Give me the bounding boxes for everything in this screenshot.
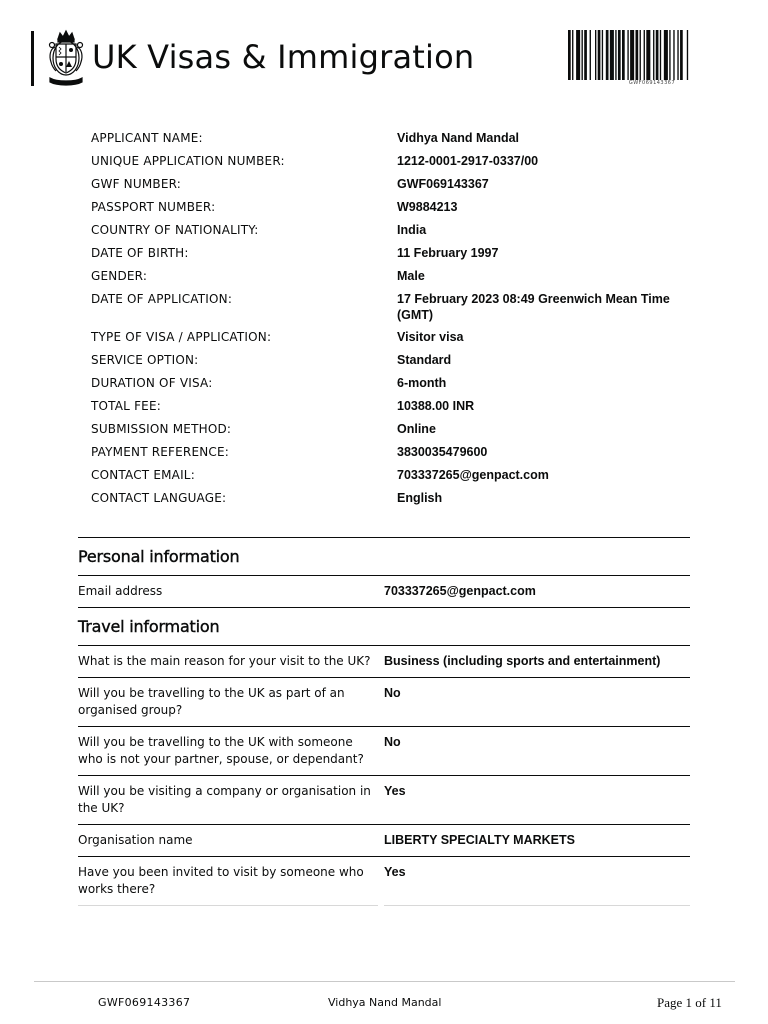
answer-value: Yes bbox=[384, 865, 406, 879]
question-label: What is the main reason for your visit to the UK? bbox=[78, 654, 371, 668]
summary-row bbox=[91, 199, 691, 216]
royal-coat-of-arms-icon bbox=[45, 29, 87, 87]
barcode-bar bbox=[636, 30, 639, 80]
footer-rule bbox=[34, 981, 735, 982]
summary-value: 703337265@genpact.com bbox=[397, 468, 549, 482]
summary-value: 17 February 2023 08:49 Greenwich Mean Time (GMT) bbox=[397, 292, 670, 322]
barcode-bar bbox=[687, 30, 688, 80]
summary-label: APPLICANT NAME: bbox=[91, 131, 203, 145]
summary-label: GWF NUMBER: bbox=[91, 177, 182, 191]
question-label: Will you be travelling to the UK as part of an organised group? bbox=[78, 686, 345, 717]
answer-value: Yes bbox=[384, 784, 406, 798]
barcode-bar bbox=[618, 30, 621, 80]
summary-row bbox=[91, 245, 691, 262]
summary-row bbox=[91, 467, 691, 484]
barcode-bar bbox=[584, 30, 587, 80]
summary-label: COUNTRY OF NATIONALITY: bbox=[91, 223, 259, 237]
summary-value: 6-month bbox=[397, 376, 447, 390]
barcode-bar bbox=[630, 30, 634, 80]
barcode-bar bbox=[595, 30, 596, 80]
barcode-bar bbox=[602, 30, 603, 80]
summary-value: Vidhya Nand Mandal bbox=[397, 131, 520, 145]
summary-value: Online bbox=[397, 422, 436, 436]
question-row bbox=[78, 678, 690, 727]
application-sections bbox=[78, 537, 690, 907]
barcode-bar bbox=[598, 30, 601, 80]
summary-row bbox=[91, 421, 691, 438]
summary-row bbox=[91, 268, 691, 285]
summary-label: SUBMISSION METHOD: bbox=[91, 422, 232, 436]
summary-value: India bbox=[397, 223, 427, 237]
section-heading-travel bbox=[78, 607, 690, 646]
barcode-bar bbox=[576, 30, 580, 80]
question-row bbox=[78, 825, 690, 857]
barcode-bar bbox=[627, 30, 628, 80]
question-row bbox=[78, 776, 690, 825]
barcode-bar bbox=[582, 30, 583, 80]
summary-label: DURATION OF VISA: bbox=[91, 376, 213, 390]
question-label: Have you been invited to visit by someone who works there? bbox=[78, 865, 364, 896]
summary-value: Male bbox=[397, 269, 425, 283]
footer-reference: GWF069143367 bbox=[98, 996, 191, 1009]
summary-label: PASSPORT NUMBER: bbox=[91, 200, 216, 214]
question-label: Will you be travelling to the UK with someone who is not your partner, spouse, or dependant? bbox=[78, 735, 364, 766]
summary-label: CONTACT LANGUAGE: bbox=[91, 491, 227, 505]
barcode-bar bbox=[610, 30, 614, 80]
summary-value: Visitor visa bbox=[397, 330, 464, 344]
question-row bbox=[78, 727, 690, 776]
barcode-bar bbox=[646, 30, 650, 80]
question-label: Email address bbox=[78, 584, 163, 598]
summary-value: English bbox=[397, 491, 443, 505]
document-header bbox=[0, 0, 768, 110]
answer-value: 703337265@genpact.com bbox=[384, 584, 536, 598]
question-row bbox=[78, 576, 690, 607]
summary-row bbox=[91, 490, 691, 507]
barcode-bar bbox=[664, 30, 668, 80]
barcode-bar bbox=[615, 30, 616, 80]
summary-value: W9884213 bbox=[397, 200, 458, 214]
answer-value: No bbox=[384, 735, 401, 749]
summary-row bbox=[91, 130, 691, 147]
barcode-bar bbox=[653, 30, 654, 80]
question-label: Organisation name bbox=[78, 833, 193, 847]
header-rule bbox=[31, 31, 34, 86]
barcode-bar bbox=[680, 30, 683, 80]
question-row bbox=[78, 646, 690, 678]
barcode-bar bbox=[572, 30, 573, 80]
section-title: Personal information bbox=[78, 547, 240, 566]
summary-label: UNIQUE APPLICATION NUMBER: bbox=[91, 154, 285, 168]
application-summary bbox=[91, 130, 691, 513]
answer-value: Business (including sports and entertainment) bbox=[384, 654, 661, 668]
question-label: Will you be visiting a company or organisation in the UK? bbox=[78, 784, 371, 815]
barcode-text: GWF069143367 bbox=[628, 80, 676, 86]
summary-row bbox=[91, 176, 691, 193]
personal-information-list bbox=[78, 576, 690, 607]
barcode-bar bbox=[669, 30, 670, 80]
barcode-bar bbox=[568, 30, 571, 80]
travel-information-list bbox=[78, 646, 690, 905]
page-title: UK Visas & Immigration bbox=[92, 38, 475, 76]
section-title: Travel information bbox=[78, 617, 220, 636]
summary-label: PAYMENT REFERENCE: bbox=[91, 445, 230, 459]
summary-value: 11 February 1997 bbox=[397, 246, 499, 260]
summary-label: DATE OF BIRTH: bbox=[91, 246, 189, 260]
summary-label: TYPE OF VISA / APPLICATION: bbox=[91, 330, 272, 344]
summary-row bbox=[91, 398, 691, 415]
summary-label: CONTACT EMAIL: bbox=[91, 468, 195, 482]
barcode-bar bbox=[673, 30, 674, 80]
barcode-bar bbox=[656, 30, 659, 80]
barcode-icon bbox=[568, 30, 736, 80]
summary-row bbox=[91, 291, 691, 323]
page-number: Page 1 of 11 bbox=[657, 995, 722, 1010]
summary-label: TOTAL FEE: bbox=[91, 399, 161, 413]
summary-value: 3830035479600 bbox=[397, 445, 488, 459]
summary-value: 10388.00 INR bbox=[397, 399, 475, 413]
summary-label: SERVICE OPTION: bbox=[91, 353, 199, 367]
section-end-rule bbox=[78, 905, 690, 907]
summary-row bbox=[91, 329, 691, 346]
summary-row bbox=[91, 352, 691, 369]
barcode-bar bbox=[622, 30, 625, 80]
summary-value: GWF069143367 bbox=[397, 177, 489, 191]
summary-row bbox=[91, 375, 691, 392]
summary-row bbox=[91, 153, 691, 170]
summary-label: GENDER: bbox=[91, 269, 148, 283]
barcode-bar bbox=[606, 30, 609, 80]
barcode-bar bbox=[640, 30, 641, 80]
barcode-bar bbox=[677, 30, 678, 80]
summary-label: DATE OF APPLICATION: bbox=[91, 292, 233, 306]
answer-value: No bbox=[384, 686, 401, 700]
barcode-bar bbox=[590, 30, 591, 80]
section-heading-personal bbox=[78, 537, 690, 576]
summary-value: 1212-0001-2917-0337/00 bbox=[397, 154, 539, 168]
summary-value: Standard bbox=[397, 353, 452, 367]
summary-row bbox=[91, 444, 691, 461]
barcode-bar bbox=[644, 30, 645, 80]
barcode-bar bbox=[660, 30, 661, 80]
answer-value: LIBERTY SPECIALTY MARKETS bbox=[384, 833, 575, 847]
footer-applicant-name: Vidhya Nand Mandal bbox=[328, 996, 442, 1009]
question-row bbox=[78, 857, 690, 905]
summary-row bbox=[91, 222, 691, 239]
